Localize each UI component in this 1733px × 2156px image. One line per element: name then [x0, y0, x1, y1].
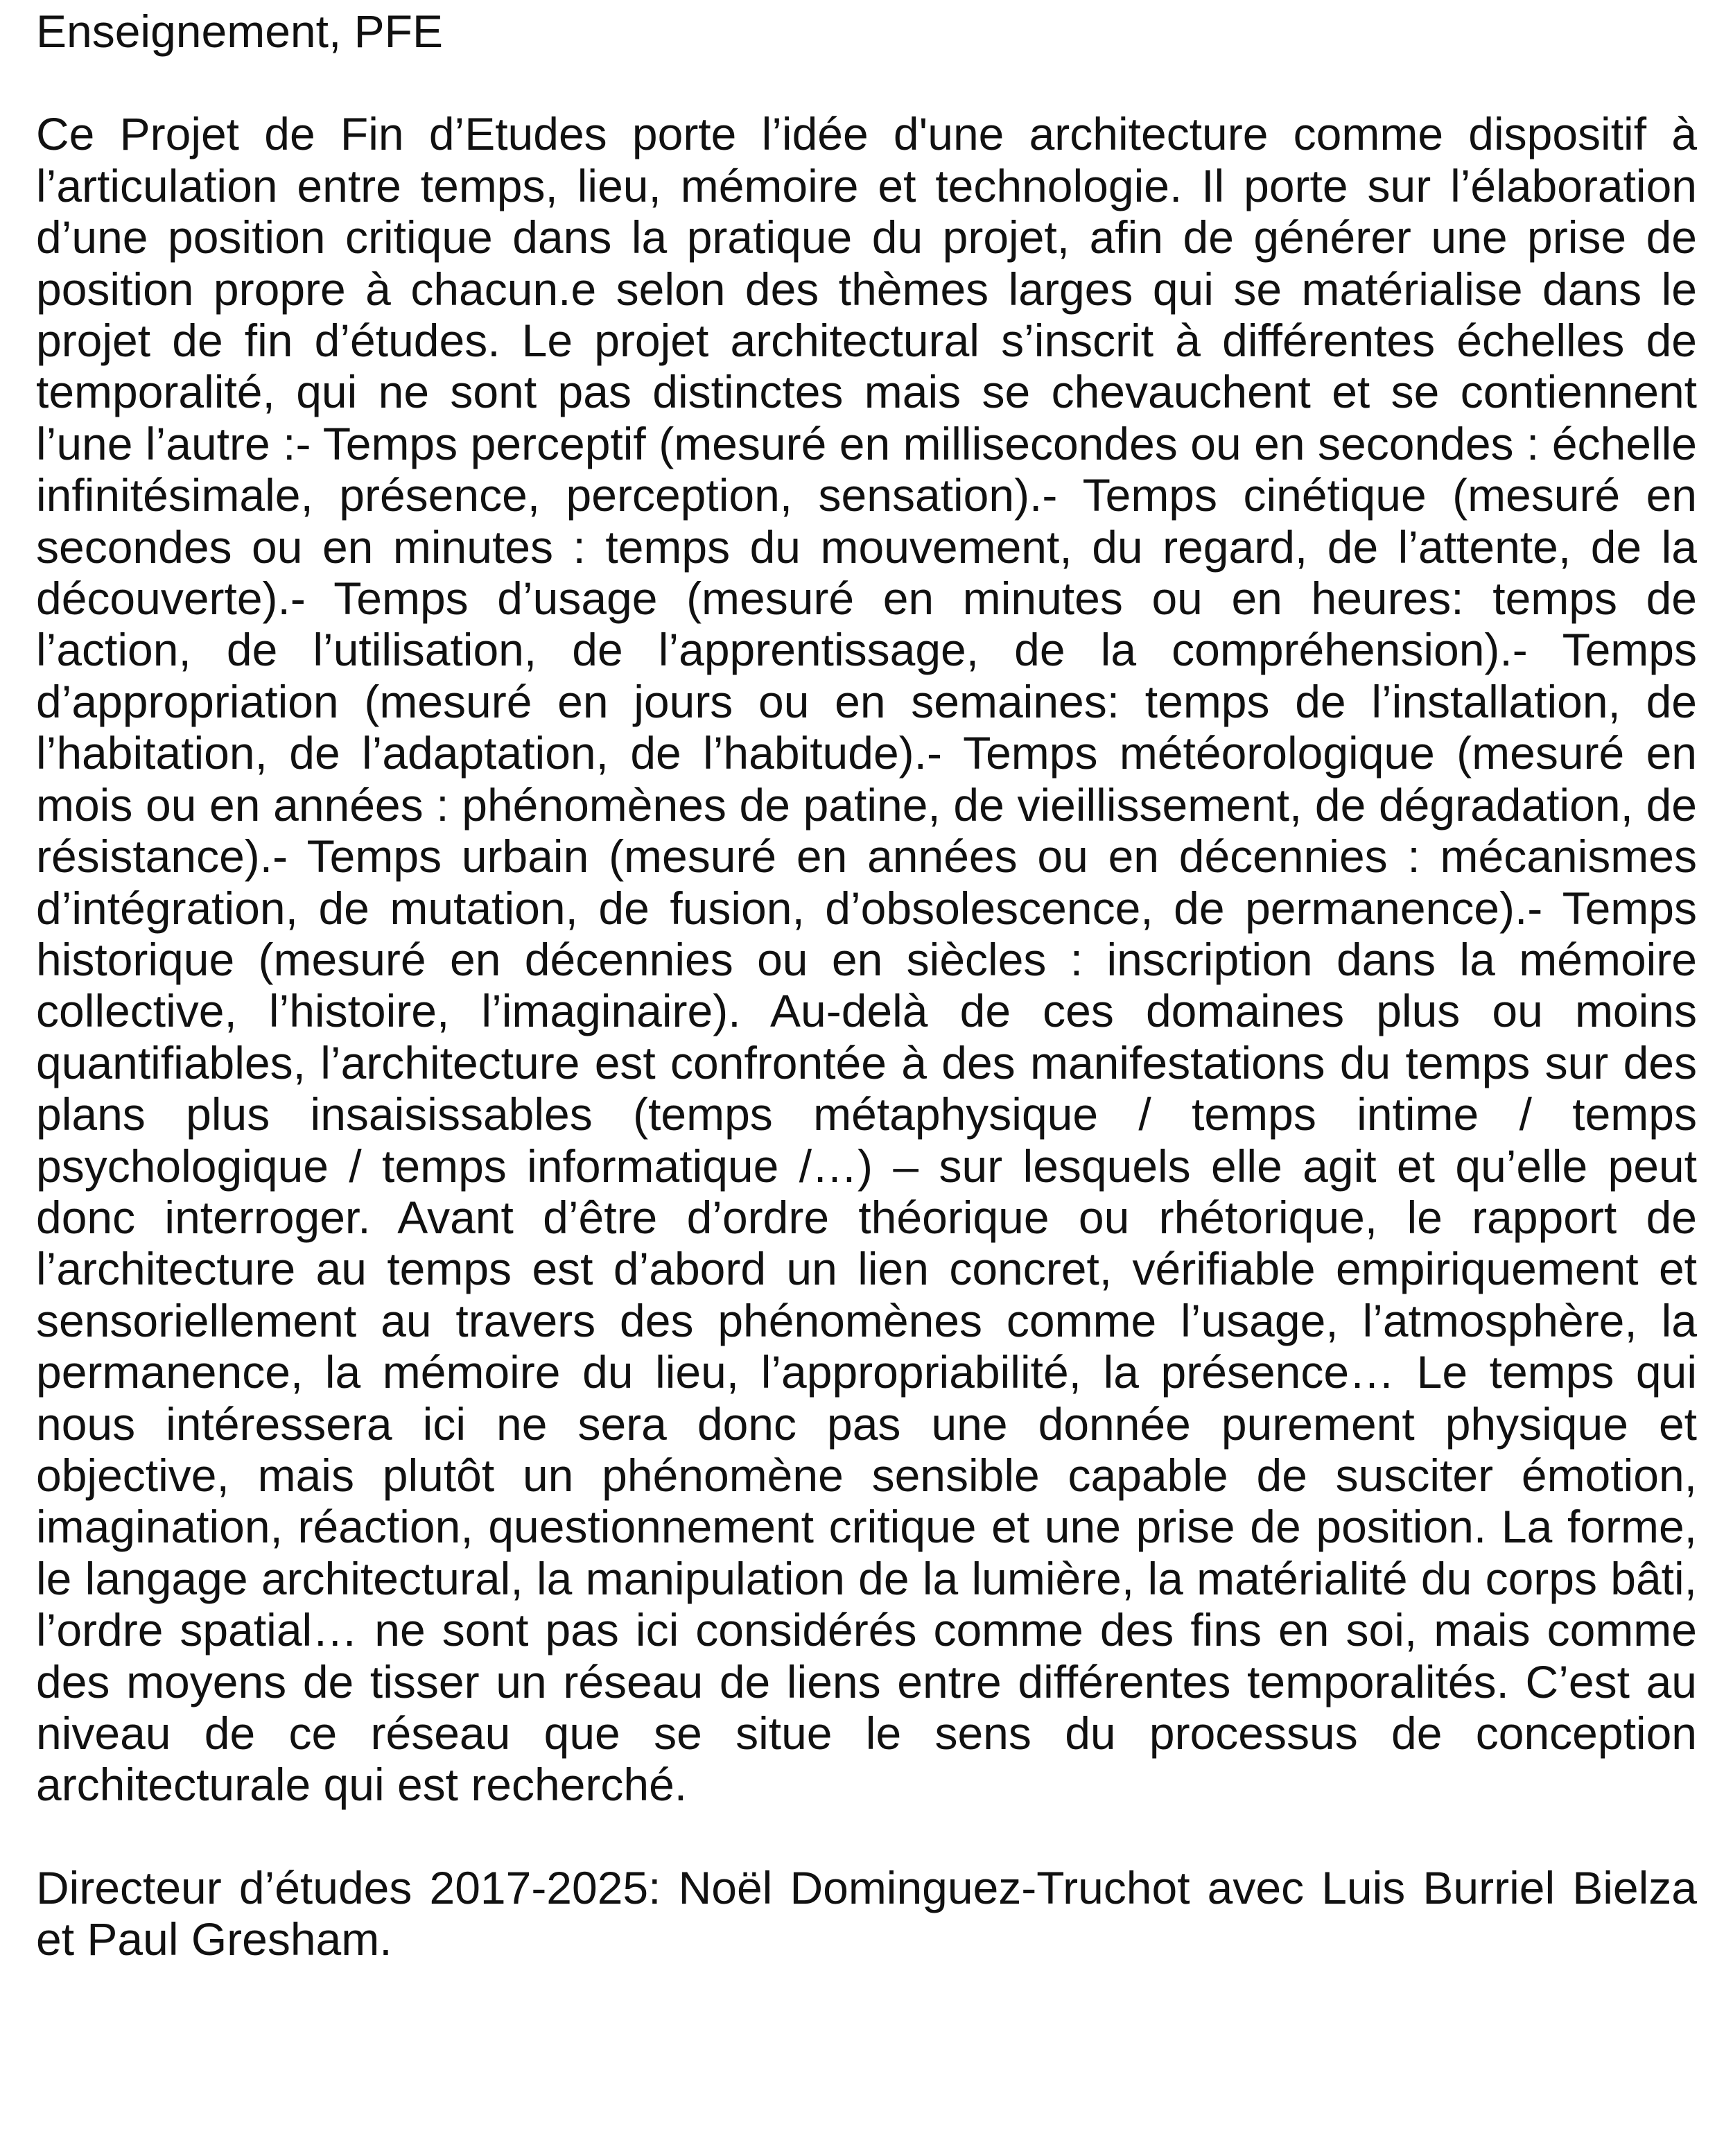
document-page: [36, 6, 1697, 1965]
credits-paragraph: Directeur d’études 2017-2025: Noël Dominguez-Truchot avec Luis Burriel Bielza et Paul Gresham.: [36, 1861, 1697, 1965]
body-paragraph: Ce Projet de Fin d’Etudes porte l’idée d'une architecture comme dispositif à l’articulation entre temps, lieu, mémoire et technologie. Il porte sur l’élaboration d’une position critique dans la pratique du projet, afin de générer une prise de position propre à chacun.e selon des thèmes larges qui se matérialise dans le projet de fin d’études. Le projet architectural s’inscrit à différentes échelles de temporalité, qui ne sont pas distinctes mais se chevauchent et se contiennent l’une l’autre :- Temps perceptif (mesuré en millisecondes ou en secondes : échelle infinitésimale, présence, perception, sensation).- Temps cinétique (mesuré en secondes ou en minutes : temps du mouvement, du regard, de l’attente, de la découverte).- Temps d’usage (mesuré en minutes ou en heures: temps de l’action, de l’utilisation, de l’apprentissage, de la compréhension).- Temps d’appropriation (mesuré en jours ou en semaines: temps de l’installation, de l’habitation, de l’adaptation, de l’habitude).- Temps météorologique (mesuré en mois ou en années : phénomènes de patine, de vieillissement, de dégradation, de résistance).- Temps urbain (mesuré en années ou en décennies : mécanismes d’intégration, de mutation, de fusion, d’obsolescence, de permanence).- Temps historique (mesuré en décennies ou en siècles : inscription dans la mémoire collective, l’histoire, l’imaginaire). Au-delà de ces domaines plus ou moins quantifiables, l’architecture est confrontée à des manifestations du temps sur des plans plus insaisissables (temps métaphysique / temps intime / temps psychologique / temps informatique /…) – sur lesquels elle agit et qu’elle peut donc interroger. Avant d’être d’ordre théorique ou rhétorique, le rapport de l’architecture au temps est d’abord un lien concret, vérifiable empiriquement et sensoriellement au travers des phénomènes comme l’usage, l’atmosphère, la permanence, la mémoire du lieu, l’appropriabilité, la présence… Le temps qui nous intéressera ici ne sera donc pas une donnée purement physique et objective, mais plutôt un phénomène sensible capable de susciter émotion, imagination, réaction, questionnement critique et une prise de position. La forme, le langage architectural, la manipulation de la lumière, la matérialité du corps bâti, l’ordre spatial… ne sont pas ici considérés comme des fins en soi, mais comme des moyens de tisser un réseau de liens entre différentes temporalités. C’est au niveau de ce réseau que se situe le sens du processus de conception architecturale qui est recherché.: [36, 108, 1697, 1811]
page-title: Enseignement, PFE: [36, 6, 443, 57]
